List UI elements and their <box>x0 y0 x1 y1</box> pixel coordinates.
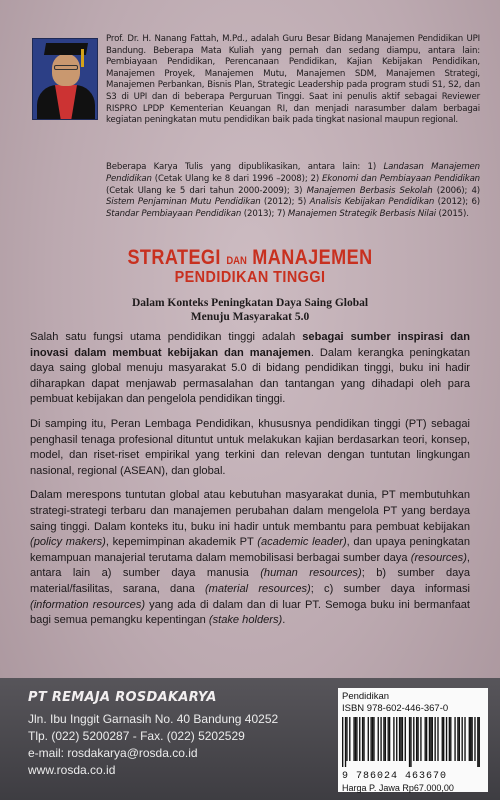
barcode-box <box>338 688 488 792</box>
barcode-bar <box>442 717 443 761</box>
price-label: Harga P. Jawa Rp67.000,00 <box>342 783 454 793</box>
barcode-bar <box>359 717 360 761</box>
work-title: Ekonomi dan Pembiayaan Pendidikan <box>322 173 480 184</box>
barcode-bar <box>459 717 460 761</box>
barcode-bar <box>470 717 471 761</box>
barcode-bar <box>349 717 350 761</box>
barcode-bar <box>399 717 400 761</box>
work-item: 4) Sistem Penjaminan Mutu Pendidikan (2012); <box>106 185 480 208</box>
barcode-bar <box>389 717 390 761</box>
work-item: 1) Landasan Manajemen Pendidikan (Cetak Ulang ke 8 dari 1996 –2008); <box>106 162 480 184</box>
barcode-bar <box>429 717 430 761</box>
work-title: Standar Pembiayaan Pendidikan <box>106 209 242 220</box>
barcode-bar <box>405 717 406 761</box>
isbn-label: ISBN 978-602-446-367-0 <box>342 703 449 714</box>
barcode-bar <box>353 717 354 761</box>
barcode-digits: 9 786024 463670 <box>342 771 448 782</box>
barcode-bar <box>385 717 386 761</box>
blurb-paragraph-1: Salah satu fungsi utama pendidikan tinggi adalah sebagai sumber inspirasi dan inovasi dalam membuat kebijakan dan manajemen. Dalam kerangka peningkatan daya saing global menuju masyarakat 5.0 di bidang pendidikan tinggi, buku ini hadir diharapkan dapat menjawab permasalahan dan tantangan yang dihadapi oleh para pembuat kebijakan dan pengelola pendidikan tinggi. <box>30 331 470 406</box>
publisher-phone: Tlp. (022) 5200287 - Fax. (022) 5202529 <box>28 729 245 743</box>
barcode-bar <box>362 717 363 761</box>
barcode-bar <box>388 717 389 761</box>
barcode-bar <box>345 717 346 767</box>
barcode-bar <box>409 717 410 767</box>
barcode-bar <box>346 717 347 761</box>
barcode-bar <box>400 717 401 761</box>
barcode-bar <box>446 717 447 761</box>
author-bio <box>106 34 480 127</box>
barcode-bar <box>417 717 418 761</box>
barcode-bar <box>443 717 444 761</box>
barcode-icon <box>342 717 480 767</box>
publisher-email: e-mail: rosdakarya@rosda.co.id <box>28 746 198 760</box>
barcode-bar <box>416 717 417 761</box>
barcode-bar <box>471 717 472 761</box>
work-item: 3) Manajemen Berbasis Sekolah (2006); <box>289 185 468 196</box>
barcode-bar <box>462 717 463 761</box>
publisher-address: Jln. Ibu Inggit Garnasih No. 40 Bandung 40252 <box>28 712 279 726</box>
barcode-bar <box>430 717 431 761</box>
author-photo <box>32 38 98 120</box>
barcode-bar <box>474 717 475 761</box>
barcode-bar <box>393 717 394 761</box>
barcode-bar <box>479 717 480 767</box>
barcode-bar <box>432 717 433 761</box>
book-tagline: Dalam Konteks Peningkatan Daya Saing Global Menuju Masyarakat 5.0 <box>131 297 369 323</box>
barcode-bar <box>413 717 414 761</box>
barcode-bar <box>380 717 381 761</box>
barcode-bar <box>363 717 364 761</box>
barcode-bar <box>434 717 435 761</box>
barcode-bar <box>454 717 455 761</box>
barcode-bar <box>372 717 373 761</box>
barcode-bar <box>396 717 397 761</box>
barcode-bar <box>342 717 343 767</box>
barcode-bar <box>469 717 470 761</box>
work-title: Manajemen Strategik Berbasis Nilai <box>287 209 436 220</box>
barcode-bar <box>402 717 403 761</box>
barcode-bar <box>426 717 427 761</box>
barcode-bar <box>378 717 379 761</box>
work-item: 5) Analisis Kebijakan Pendidikan (2012); <box>294 197 469 208</box>
publisher-bar <box>0 678 500 800</box>
barcode-bar <box>355 717 356 761</box>
author-bio-text: Prof. Dr. H. Nanang Fattah, M.Pd., adalah Guru Besar Bidang Manajemen Pendidikan UPI Bandung. Beberapa Mata Kuliah yang pernah dan sedang diampu, antara lain: Pembiayaan Pendidikan, Perencanaan Pendidikan, Kajian Kebijakan Pendidikan, Manajemen Proyek, Manajemen Mutu, Manajemen SDM, Manajemen Strategi, Manajemen Perbankan, Bisnis Plan, Strategic Leadership pada program studi S1, S2, dan S3 di UPI dan di beberapa Perguruan Tinggi. Saat ini penulis aktif sebagai Reviewer RISPRO LPDP Kementerian Keuangan RI, dan menjadi narasumber dalam berbagai kegiatan peningkatan mutu pendidikan baik pada tingkat nasional maupun regional. <box>106 34 480 126</box>
work-title: Landasan Manajemen Pendidikan <box>106 162 480 184</box>
author-works <box>106 162 480 221</box>
barcode-bar <box>420 717 421 761</box>
barcode-bar <box>425 717 426 761</box>
barcode-bar <box>373 717 374 761</box>
book-title: STRATEGI DAN MANAJEMEN <box>127 246 373 269</box>
work-item: 7) Manajemen Strategik Berbasis Nilai (2015). <box>274 209 469 220</box>
publisher-website: www.rosda.co.id <box>28 763 116 777</box>
barcode-bar <box>368 717 369 761</box>
blurb <box>30 330 470 638</box>
work-item: 2) Ekonomi dan Pembiayaan Pendidikan (Cetak Ulang ke 5 dari tahun 2000-2009); <box>106 173 480 196</box>
barcode-bar <box>410 717 411 767</box>
barcode-bar <box>383 717 384 761</box>
work-title: Sistem Penjaminan Mutu Pendidikan <box>106 197 261 208</box>
barcode-bar <box>437 717 438 761</box>
barcode-bar <box>449 717 450 761</box>
blurb-paragraph-3: Dalam merespons tuntutan global atau kebutuhan masyarakat dunia, PT membutuhkan strategi-strategi terbaru dan manajemen perubahan dalam mengelola PT yang berdaya saing tinggi. Dalam konteks itu, buku ini hadir untuk membantu para pembuat kebijakan (policy makers), kepemimpinan akademik PT (academic leader), dan upaya peningkatan kemampuan manajerial terutama dalam memobilisasi berbagai sumber daya (resources), antara lain a) sumber daya manusia (human resources); b) sumber daya material/fasilitas, sarana, dana (material resources); c) sumber daya informasi (information resources) yang ada di dalam dan di luar PT. Semoga buku ini bermanfaat bagi semua pemangku kepentingan (stake holders). <box>30 489 471 627</box>
book-subtitle: PENDIDIKAN TINGGI <box>174 269 326 286</box>
barcode-bar <box>477 717 478 767</box>
barcode-bar <box>356 717 357 761</box>
barcode-bar <box>450 717 451 761</box>
barcode-bar <box>457 717 458 761</box>
work-title: Analisis Kebijakan Pendidikan <box>309 197 435 208</box>
barcode-bar <box>464 717 465 761</box>
work-item: 6) Standar Pembiayaan Pendidikan (2013); <box>106 197 480 220</box>
book-category: Pendidikan <box>342 691 390 702</box>
barcode-bar <box>370 717 371 761</box>
blurb-paragraph-2: Di samping itu, Peran Lembaga Pendidikan, khususnya pendidikan tinggi (PT) sebagai penghasil tenaga profesional dituntut untuk melakukan kajian berdasarkan teori, konsep, model, dan riset-riset empirikal yang terkini dan relevan dengan tuntutan lingkungan nasional, regional (ASEAN), dan global. <box>30 417 470 477</box>
works-intro: Beberapa Karya Tulis yang dipublikasikan, antara lain: <box>106 162 361 172</box>
publisher-name: PT REMAJA ROSDAKARYA <box>28 690 217 705</box>
work-title: Manajemen Berbasis Sekolah <box>306 185 433 196</box>
